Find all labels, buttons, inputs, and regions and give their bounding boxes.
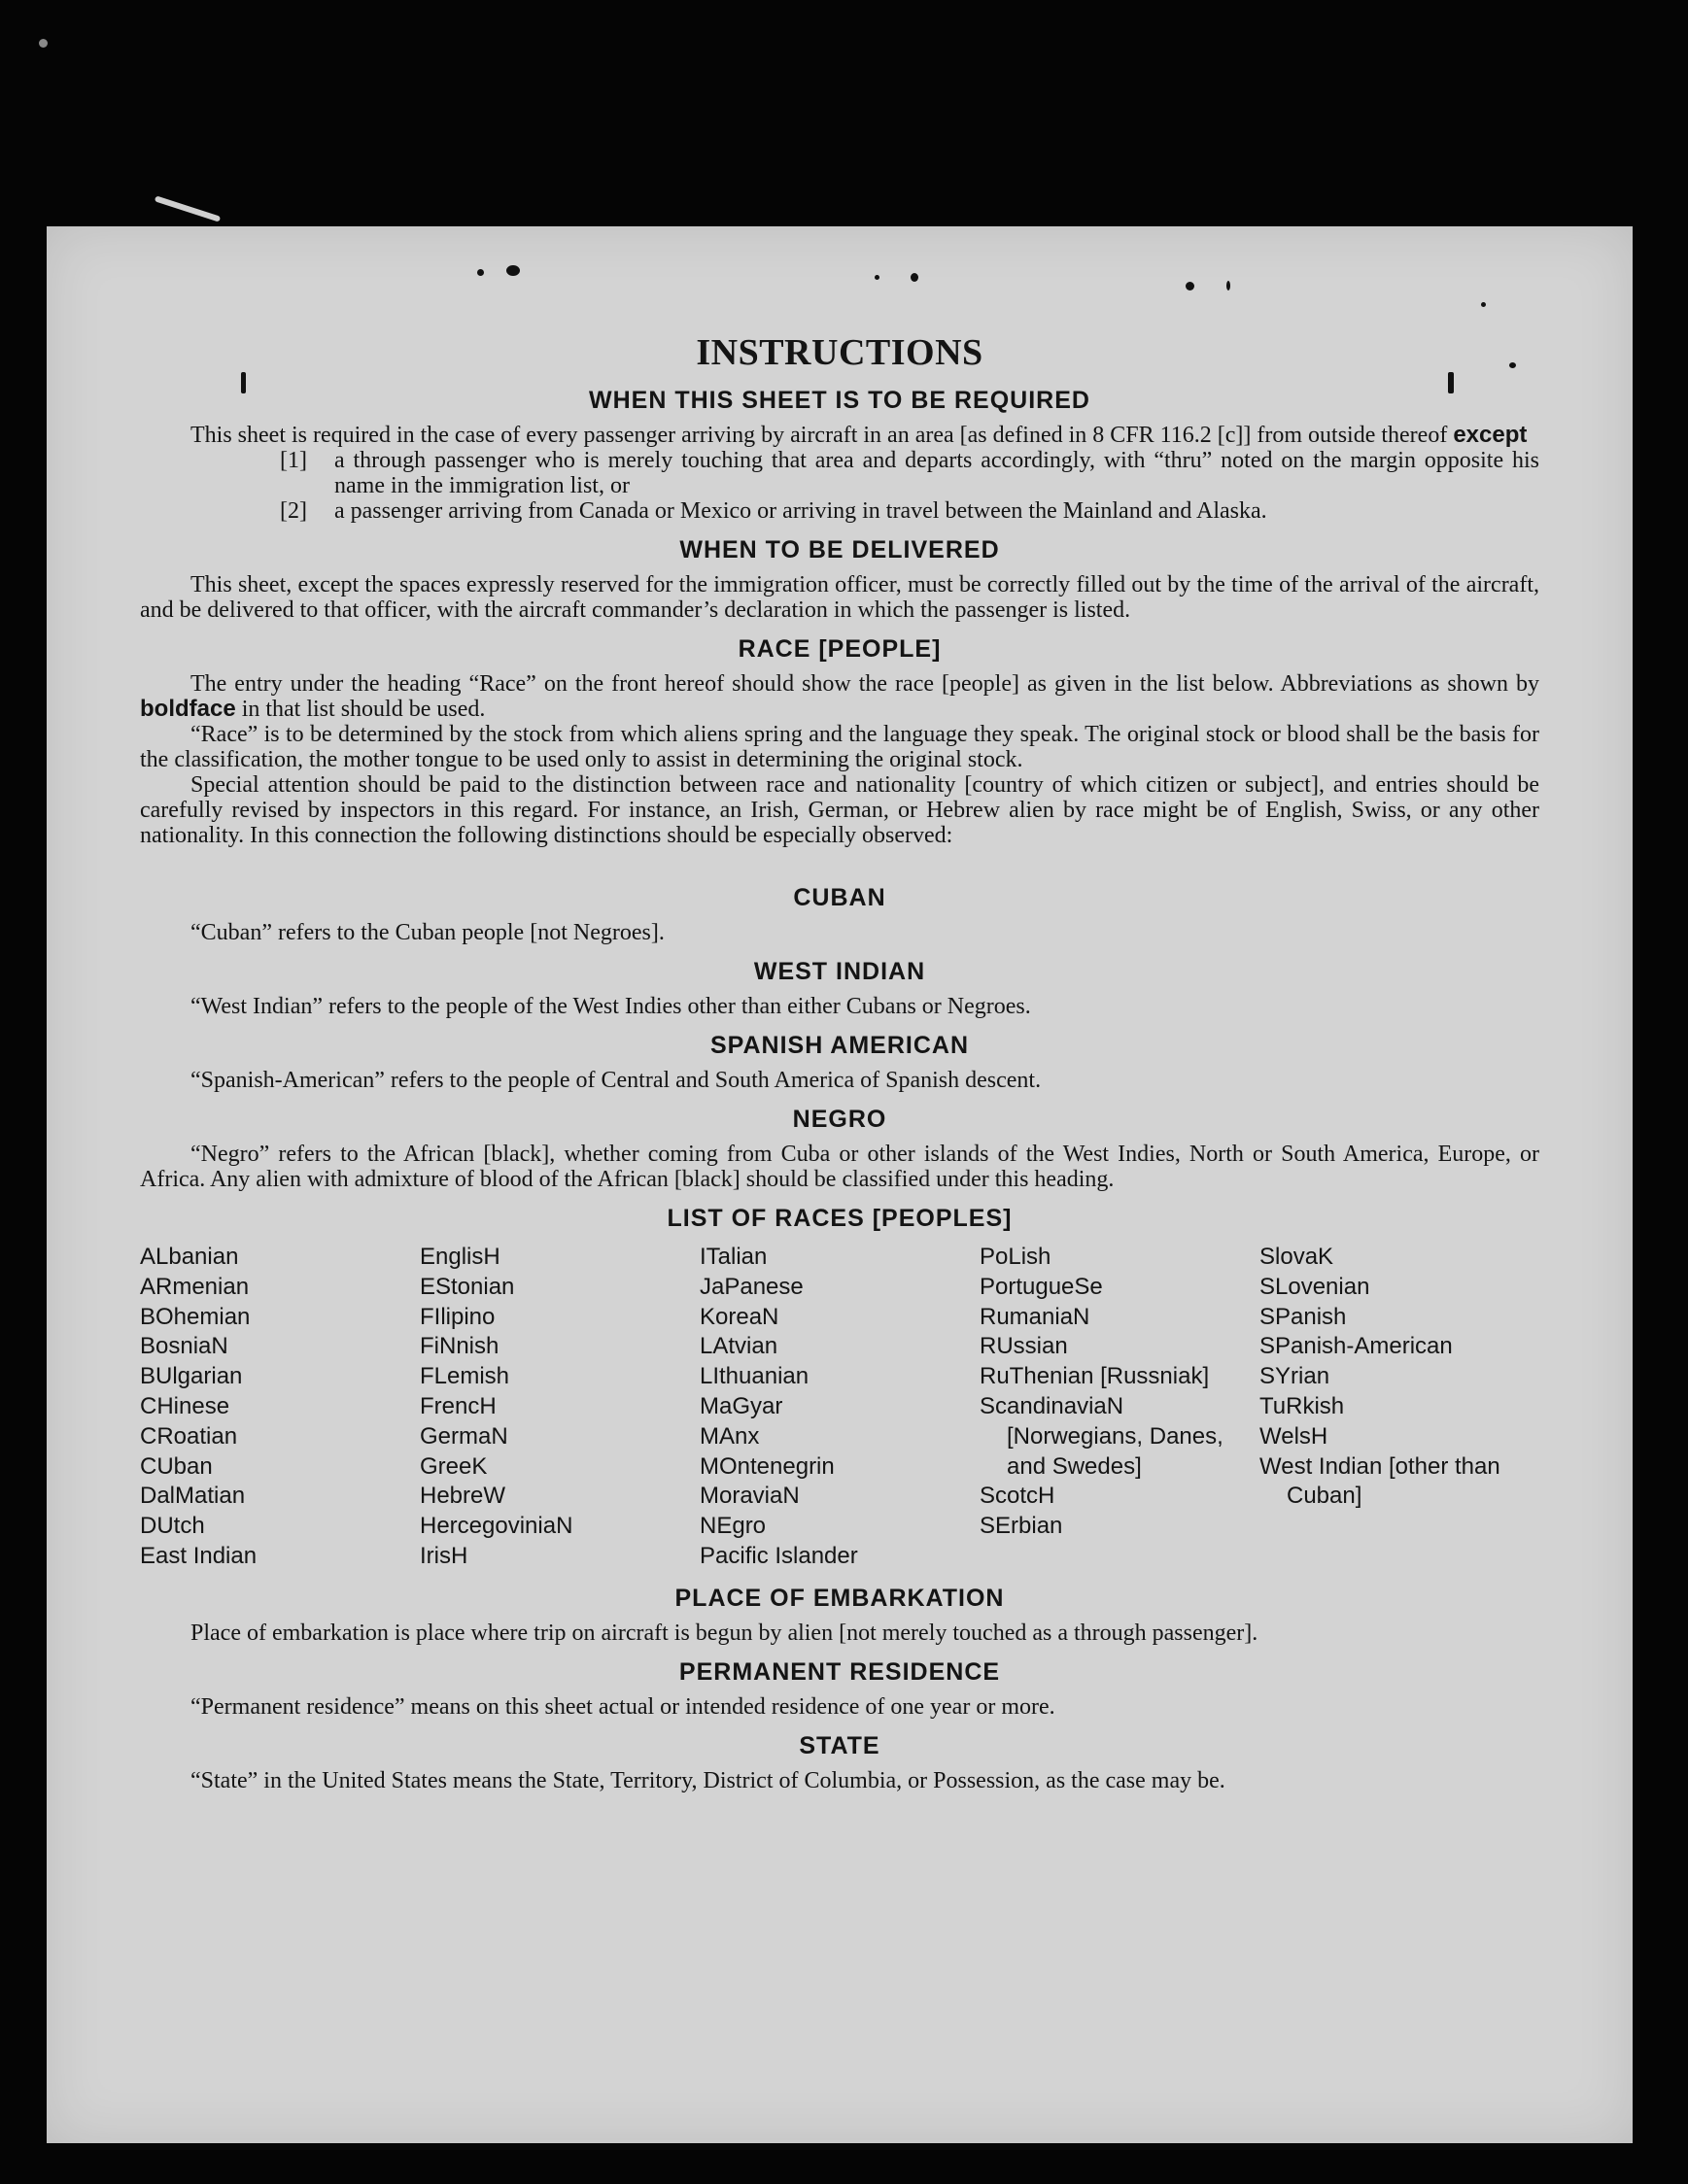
race-entry: PortugueSe (980, 1273, 1103, 1300)
ink-speck (1186, 282, 1194, 290)
race-entry: Pacific Islander (700, 1542, 858, 1569)
boldface-term: boldface (140, 696, 236, 722)
race-entry: SlovaK (1259, 1244, 1334, 1270)
document-page (47, 226, 1633, 2143)
paper-tear (155, 195, 221, 222)
except-emphasis: except (1453, 422, 1528, 448)
heading-embarkation: PLACE OF EMBARKATION (674, 1584, 1005, 1612)
races-column-3 (700, 1243, 980, 1572)
race-entry: MOntenegrin (700, 1452, 835, 1480)
heading-west-indian: WEST INDIAN (753, 958, 926, 985)
race-paragraph-1: The entry under the heading “Race” on the front hereof should show the race [people] as given in the list below. Abbreviations as shown by boldface in that list should be used. (140, 671, 1539, 722)
when-delivered-text: This sheet, except the spaces expressly reserved for the immigration officer, must be correctly filled out by the time of the arrival of the aircraft, and be delivered to that officer, with the aircraft commander’s declaration in which the passenger is listed. (140, 572, 1539, 623)
page-title: INSTRUCTIONS (696, 332, 983, 373)
state-text: “State” in the United States means the State, Territory, District of Columbia, or Possession, as the case may be. (190, 1767, 1225, 1793)
heading-state: STATE (799, 1731, 880, 1759)
race-entry: MoraviaN (700, 1483, 800, 1510)
race-entry: SPanish-American (1259, 1333, 1453, 1360)
race-entry: LAtvian (700, 1333, 778, 1360)
heading-when-required: WHEN THIS SHEET IS TO BE REQUIRED (589, 387, 1090, 414)
ink-speck (911, 273, 918, 282)
race-paragraph-2: “Race” is to be determined by the stock from which aliens spring and the language they speak. The original stock or blood shall be the basis for the classification, the mother tongue to be used only to assist in determining the original stock. (140, 722, 1539, 772)
race-entry: SPanish (1259, 1303, 1347, 1330)
race-entry: NEgro (700, 1513, 767, 1540)
race-entry: CHinese (140, 1392, 230, 1419)
race-entry: HercegoviniaN (420, 1513, 573, 1540)
race-entry: RumaniaN (980, 1303, 1090, 1330)
race-entry: ScandinaviaN [Norwegians, Danes, and Swedes] (980, 1392, 1223, 1480)
race-entry: SErbian (980, 1513, 1063, 1540)
instructions-content (140, 331, 1539, 1793)
race-entry: MAnx (700, 1422, 760, 1450)
race-entry: BUlgarian (140, 1363, 243, 1390)
race-entry: FiNnish (420, 1333, 500, 1360)
race-entry: FLemish (420, 1363, 510, 1390)
race-entry: BOhemian (140, 1303, 251, 1330)
race-entry: RuThenian [Russniak] (980, 1363, 1210, 1390)
race-entry: West Indian [other than Cuban] (1259, 1452, 1500, 1510)
race-entry: FrencH (420, 1392, 497, 1419)
race-entry: CUban (140, 1452, 213, 1480)
heading-negro: NEGRO (792, 1106, 887, 1133)
heading-permanent-residence: PERMANENT RESIDENCE (678, 1657, 1001, 1686)
ink-speck (506, 265, 520, 276)
ink-speck (1481, 302, 1486, 307)
race-entry: ALbanian (140, 1244, 239, 1270)
races-column-5 (1259, 1243, 1539, 1572)
race-entry: EStonian (420, 1273, 515, 1300)
cuban-text: “Cuban” refers to the Cuban people [not Negroes]. (190, 920, 665, 945)
negro-text: “Negro” refers to the African [black], whether coming from Cuba or other islands of the West Indies, North or South America, Europe, or Africa. Any alien with admixture of blood of the African [black] should be classified under this heading. (140, 1142, 1539, 1192)
residence-text: “Permanent residence” means on this sheet actual or intended residence of one year or more. (190, 1693, 1055, 1720)
exception-item: [2] a passenger arriving from Canada or Mexico or arriving in travel between the Mainland and Alaska. (280, 498, 1267, 524)
race-entry: East Indian (140, 1542, 258, 1569)
races-column-1 (140, 1243, 420, 1572)
race-entry: MaGyar (700, 1392, 783, 1419)
race-entry: TuRkish (1259, 1392, 1345, 1419)
race-paragraph-3: Special attention should be paid to the distinction between race and nationality [country of which citizen or subject], and entries should be carefully revised by inspectors in this regard. For instance, an Irish, German, or Hebrew alien by race might be of English, Swiss, or any other nationality. In this connection the following distinctions should be especially observed: (140, 772, 1539, 848)
race-entry: PoLish (980, 1244, 1051, 1270)
race-entry: JaPanese (700, 1273, 804, 1300)
when-required-intro: This sheet is required in the case of every passenger arriving by aircraft in an area [as defined in 8 CFR 116.2 [c]] from outside thereof except (190, 422, 1528, 448)
ink-speck (875, 275, 879, 280)
race-entry: HebreW (420, 1483, 506, 1510)
exception-item: [1] a through passenger who is merely touching that area and departs accordingly, with “thru” noted on the margin opposite his name in the immigration list, or (280, 448, 1539, 498)
race-entry: ARmenian (140, 1273, 250, 1300)
race-entry: DUtch (140, 1513, 205, 1540)
races-list (140, 1243, 1539, 1572)
race-entry: SYrian (1259, 1363, 1330, 1390)
race-entry: FIlipino (420, 1303, 496, 1330)
race-entry: IrisH (420, 1542, 468, 1569)
race-entry: ITalian (700, 1244, 768, 1270)
race-entry: DalMatian (140, 1483, 246, 1510)
embarkation-text: Place of embarkation is place where trip on aircraft is begun by alien [not merely touched as a through passenger]. (190, 1620, 1258, 1646)
race-entry: WelsH (1259, 1422, 1328, 1450)
heading-cuban: CUBAN (793, 884, 886, 911)
race-entry: GreeK (420, 1452, 488, 1480)
race-entry: BosniaN (140, 1333, 228, 1360)
race-entry: GermaN (420, 1422, 508, 1450)
heading-when-delivered: WHEN TO BE DELIVERED (679, 536, 1000, 563)
races-column-2 (420, 1243, 700, 1572)
ink-speck (39, 39, 48, 48)
races-column-4 (980, 1243, 1259, 1572)
race-entry: ScotcH (980, 1483, 1055, 1510)
race-entry: EnglisH (420, 1244, 500, 1270)
race-entry: LIthuanian (700, 1363, 810, 1390)
ink-speck (477, 269, 484, 276)
heading-race: RACE [PEOPLE] (738, 635, 942, 663)
race-entry: SLovenian (1259, 1273, 1370, 1300)
race-entry: RUssian (980, 1333, 1068, 1360)
ink-speck (1226, 281, 1230, 290)
west-indian-text: “West Indian” refers to the people of the West Indies other than either Cubans or Negroes. (190, 994, 1031, 1019)
race-entry: CRoatian (140, 1422, 238, 1450)
spanish-american-text: “Spanish-American” refers to the people of Central and South America of Spanish descent. (190, 1068, 1042, 1093)
heading-list-of-races: LIST OF RACES [PEOPLES] (667, 1205, 1013, 1232)
race-entry: KoreaN (700, 1303, 779, 1330)
heading-spanish-american: SPANISH AMERICAN (709, 1032, 969, 1059)
